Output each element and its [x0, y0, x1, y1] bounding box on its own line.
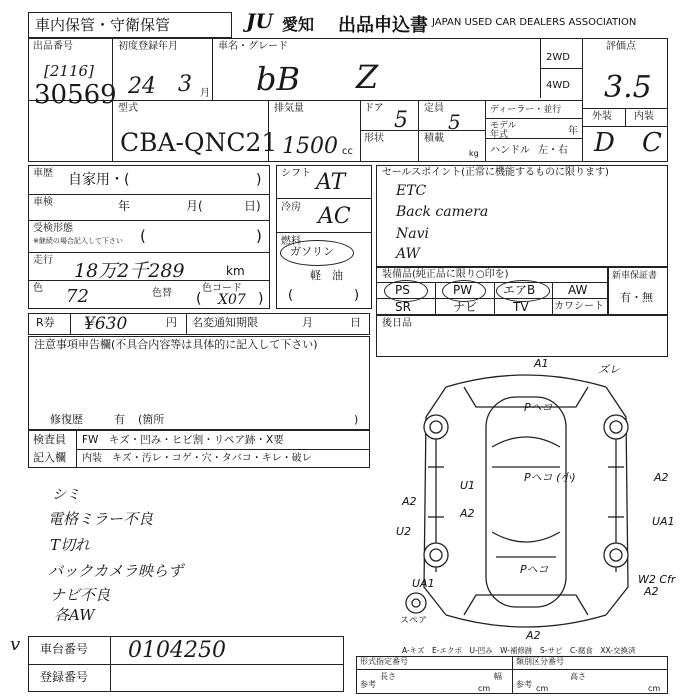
capacity-label: 定員 [424, 103, 444, 114]
model-label: 型式 [118, 103, 138, 114]
model-value: CBA-QNC21 [120, 128, 278, 157]
displacement-label: 排気量 [274, 103, 304, 114]
ju-logo: JU [246, 9, 273, 33]
mark-a2-left-1: A2 [402, 495, 417, 508]
color-value: 72 [66, 286, 89, 307]
dealer-year-label: 年式 [490, 130, 509, 140]
lot-code: [2116] [44, 62, 94, 80]
handwritten-note-4: バックカメラ映らず [48, 562, 184, 580]
height-unit: cm [648, 684, 661, 693]
mark-zure: ズレ [598, 363, 620, 376]
score-value: 3.5 [604, 70, 652, 105]
recycle-label: R券 [36, 316, 55, 329]
selling-point-1: ETC [396, 183, 427, 199]
fuel-gasoline: ガソリン [290, 245, 334, 258]
inspection-year: 年 [118, 199, 131, 213]
color-change-label: 色替 [152, 288, 172, 299]
mileage-label: 走行 [33, 255, 53, 266]
shift-value: AT [316, 170, 346, 195]
exterior-value: D [594, 128, 615, 158]
reception-close: ) [256, 227, 262, 245]
displacement-value: 1500 [282, 134, 338, 159]
check-mark: v [10, 634, 21, 655]
reception-label: 受検形態 [33, 223, 73, 234]
note-label-right: 参考 [516, 680, 532, 689]
height-label: 高さ [570, 672, 586, 681]
shape-label: 形状 [364, 133, 384, 144]
mark-ua1-right: UA1 [652, 515, 675, 528]
mark-a2-bottom: A2 [526, 629, 541, 642]
mark-a2-right-2: A2 [644, 585, 659, 598]
equip-airbag-circle [496, 280, 550, 302]
equip-navi: ナビ [453, 300, 478, 314]
storage-title: 車内保管・守衛保管 [35, 16, 171, 34]
handwritten-note-6: 各AW [54, 606, 95, 624]
registration-label: 登録番号 [40, 670, 89, 684]
history-value: 自家用・( [68, 172, 130, 188]
ac-value: AC [318, 204, 351, 229]
first-reg-label: 初度登録年月 [118, 41, 178, 52]
selling-point-2: Back camera [396, 204, 489, 220]
mileage-unit: km [226, 264, 245, 278]
ac-label: 冷房 [281, 202, 301, 213]
note-label-left: 参考 [360, 680, 376, 689]
warranty-label: 新車保証書 [612, 271, 658, 281]
fuel-diesel: 軽 油 [310, 269, 343, 282]
handwritten-note-1: シミ [52, 487, 80, 503]
handle-options: 左・右 [538, 145, 568, 156]
equip-ps: PS [395, 283, 410, 297]
mark-p-heko-front: Pヘコ [524, 401, 553, 414]
first-reg-month: 3 [178, 72, 192, 97]
capacity-value: 5 [448, 110, 461, 134]
displacement-unit: cc [342, 146, 353, 157]
color-code-value: X07 [218, 292, 246, 308]
dealer-year-unit: 年 [568, 126, 578, 137]
inspection-day: 日) [244, 199, 261, 213]
selling-point-3: Navi [396, 226, 429, 242]
class-label: 類別区分番号 [516, 657, 564, 666]
mark-a2-right-1: A2 [654, 471, 669, 484]
org-title: 愛知 [282, 15, 315, 34]
car-grade-value: Z [356, 58, 379, 96]
width-label: 幅 [494, 672, 502, 681]
dealer-label: ディーラー・並行 [490, 105, 562, 115]
dealer-model-label: モデル [490, 121, 517, 131]
lot-number: 30569 [34, 80, 117, 110]
selling-point-4: AW [396, 246, 420, 262]
cargo-label: 積載 [424, 133, 444, 144]
repair-value: 有 [114, 413, 125, 426]
warranty-value: 有・無 [620, 291, 653, 304]
reception-note: ※継続の場合記入して下さい [33, 237, 123, 245]
car-damage-diagram [376, 357, 676, 645]
equip-pw-circle [442, 280, 486, 302]
history-label: 車歴 [33, 168, 53, 179]
interior-label: 内装 [634, 111, 654, 122]
inspector-label-1: 検査員 [33, 433, 66, 446]
org-english: JAPAN USED CAR DEALERS ASSOCIATION [432, 17, 637, 28]
chassis-label: 車台番号 [40, 642, 89, 656]
equip-leather-seat: カワシート [554, 301, 604, 312]
drive-2wd: 2WD [546, 52, 570, 63]
mark-u2-left: U2 [396, 525, 412, 538]
drive-4wd: 4WD [546, 80, 570, 91]
doors-label: ドア [364, 103, 384, 114]
fuel-close: ) [354, 288, 360, 303]
color-label: 色 [33, 283, 43, 294]
handle-label: ハンドル [490, 145, 530, 156]
width-unit: cm [536, 684, 549, 693]
color-code-open: ( [196, 291, 202, 307]
handwritten-note-2: 電格ミラー不良 [48, 510, 154, 528]
inspection-label: 車検 [33, 197, 53, 208]
mark-a2-left-2: A2 [460, 507, 475, 520]
car-name-label: 車名・グレード [218, 41, 288, 52]
mileage-value: 18万2千289 [74, 260, 185, 282]
color-code-close: ) [258, 291, 264, 307]
notes-label: 注意事項申告欄(不具合内容等は具体的に記入して下さい) [34, 338, 318, 351]
form-type-label: 形式指定番号 [360, 657, 408, 666]
after-sales-label: 後日品 [382, 318, 412, 329]
ownership-day: 日 [350, 316, 361, 329]
equip-tv: TV [513, 300, 529, 314]
repair-close: ) [354, 413, 359, 426]
handwritten-note-3: T切れ [50, 536, 91, 554]
mark-a1-top: A1 [534, 357, 549, 370]
inspector-label-2: 記入欄 [33, 451, 66, 464]
length-label: 長さ [380, 672, 396, 681]
equip-sr: SR [395, 300, 411, 314]
first-reg-month-unit: 月 [200, 88, 210, 99]
lot-label: 出品番号 [33, 41, 73, 52]
inspector-fw-line: FW キズ・凹み・ヒビ割・リペア跡・X要 [82, 434, 284, 446]
reception-open: ( [140, 227, 146, 245]
equip-aw: AW [568, 283, 588, 297]
ownership-month: 月 [302, 316, 313, 329]
mark-p-heko-small: Pヘコ (小) [524, 471, 576, 484]
storage-title-box [28, 12, 232, 38]
damage-legend: A-キズ E-エクボ U-凹み W-補修跡 S-サビ C-腐食 XX-交換済 [402, 646, 636, 655]
selling-points-label: セールスポイント(正常に機能するものに限ります) [382, 167, 609, 178]
repair-place: (箇所 [138, 413, 165, 426]
mark-ua1-left: UA1 [412, 577, 435, 590]
recycle-unit: 円 [166, 316, 177, 329]
cargo-unit: kg [469, 149, 479, 158]
equipment-label: 装備品(純正品に限り○印を) [382, 269, 509, 280]
history-close: ) [256, 172, 262, 188]
repair-label: 修復歴 [50, 413, 83, 426]
car-name-value: bB [256, 60, 300, 98]
shift-label: シフト [281, 168, 311, 179]
ownership-label: 名変通知期限 [192, 316, 258, 329]
chassis-value: 0104250 [128, 638, 226, 663]
color-code-label: 色コード [202, 283, 242, 294]
mark-u1-left: U1 [460, 479, 476, 492]
fuel-open: ( [288, 288, 294, 303]
inspector-int-line: 内装 キズ・汚レ・コゲ・穴・タバコ・キレ・破レ [82, 453, 312, 464]
form-title: 出品申込書 [338, 15, 428, 36]
equip-ps-circle [384, 280, 428, 302]
equip-pw: PW [453, 283, 473, 297]
spare-label: スペア [400, 616, 428, 626]
equip-airbag: エアB [503, 283, 536, 297]
recycle-value: ¥630 [84, 314, 128, 334]
mark-p-heko-rear: Pヘコ [520, 563, 549, 576]
fuel-label: 燃料 [281, 236, 301, 247]
mark-w2-cfr: W2 Cfr [638, 573, 676, 586]
handwritten-note-5: ナビ不良 [50, 586, 111, 604]
after-sales-section [376, 315, 668, 357]
exterior-label: 外装 [592, 111, 612, 122]
doors-value: 5 [394, 108, 408, 133]
inspection-month: 月( [186, 199, 203, 213]
interior-value: C [642, 128, 662, 158]
score-label: 評価点 [606, 41, 636, 52]
length-unit: cm [478, 684, 491, 693]
first-reg-year: 24 [128, 74, 156, 99]
